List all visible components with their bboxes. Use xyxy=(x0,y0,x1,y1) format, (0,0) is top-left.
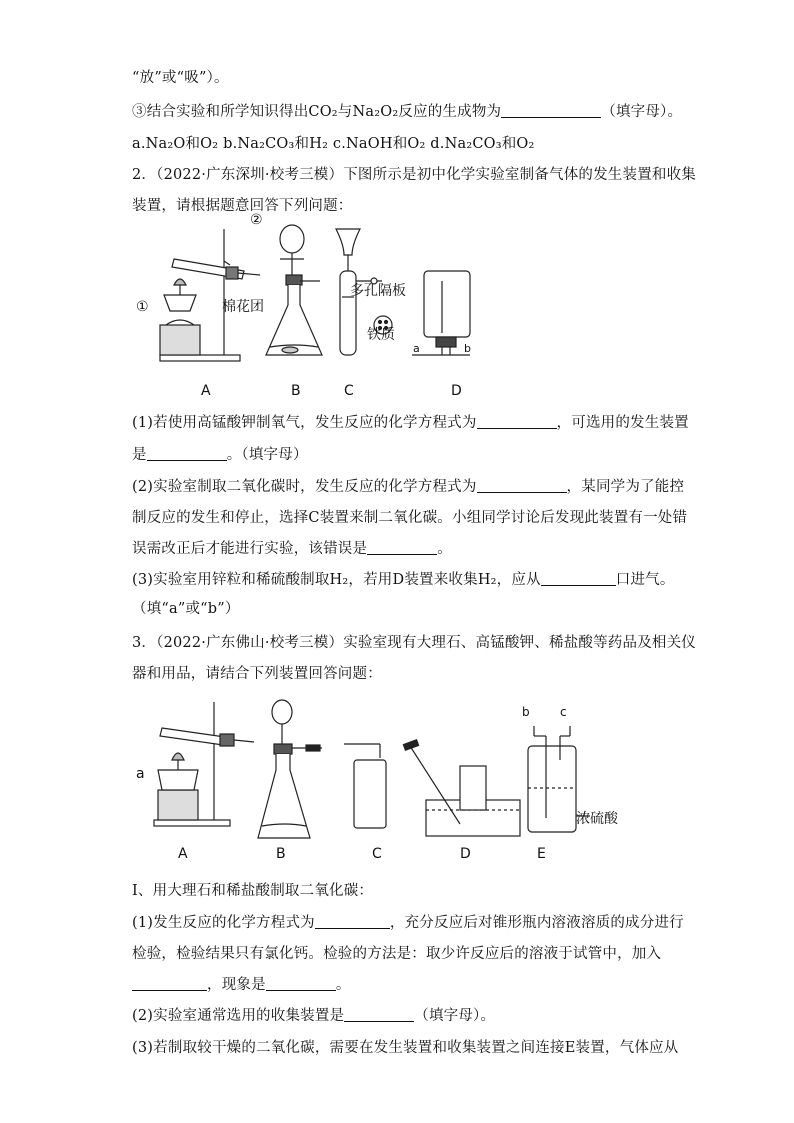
port-b-label: b xyxy=(464,342,471,355)
answer-blank[interactable] xyxy=(266,976,336,991)
figure-1-apparatus xyxy=(130,215,490,405)
text-line: (3)实验室用锌粒和稀硫酸制取H₂，若用D装置来收集H₂，应从 口进气。 xyxy=(132,572,675,588)
answer-blank[interactable] xyxy=(477,478,567,493)
text-line: (1)若使用高锰酸钾制氧气，发生反应的化学方程式为 ，可选用的发生装置 xyxy=(132,415,689,431)
section-heading: Ⅰ、用大理石和稀盐酸制取二氧化碳： xyxy=(132,883,374,899)
text-line: ，现象是 。 xyxy=(132,973,351,994)
text-line: 误需改正后才能进行实验，该错误是 。 xyxy=(132,541,452,557)
apparatus-b xyxy=(258,700,322,838)
label-e: E xyxy=(537,846,546,862)
answer-blank[interactable] xyxy=(344,1007,414,1022)
text-line: 检验，检验结果只有氯化钙。检验的方法是：取少许反应后的溶液于试管中，加入 xyxy=(132,946,662,962)
text-line: 制反应的发生和停止，选择C装置来制二氧化碳。小组同学讨论后发现此装置有一处错 xyxy=(132,510,688,526)
label-c: C xyxy=(344,383,354,399)
label-a: A xyxy=(201,383,211,399)
text-line: “放”或“吸”）。 xyxy=(132,70,229,86)
text-line: 器和用品，请结合下列装置回答问题： xyxy=(132,666,382,682)
label-b: B xyxy=(291,383,301,399)
text-line: a.Na₂O和O₂ b.Na₂CO₃和H₂ c.NaOH和O₂ d.Na₂CO₃和O₂ xyxy=(132,136,535,152)
annotation-1: ① xyxy=(136,299,149,315)
figure-2-apparatus xyxy=(130,698,640,843)
answer-blank[interactable] xyxy=(315,914,390,929)
apparatus-d xyxy=(412,271,470,355)
port-b-label: b xyxy=(522,705,530,719)
label-c: C xyxy=(372,846,382,862)
apparatus-b xyxy=(266,225,322,355)
cotton-label: 棉花团 xyxy=(222,299,264,315)
answer-blank[interactable] xyxy=(132,976,207,991)
plate-label: 多孔隔板 xyxy=(350,283,406,299)
annotation-2: ② xyxy=(250,212,263,228)
apparatus-a xyxy=(154,702,254,826)
label-b: B xyxy=(276,846,286,862)
port-a-label: a xyxy=(136,766,145,782)
apparatus-d xyxy=(403,740,520,836)
question-3-title: 3．（2022·广东佛山·校考三模）实验室现有大理石、高锰酸钾、稀盐酸等药品及相关仪 xyxy=(132,635,696,651)
question-2-title: 2．（2022·广东深圳·校考三模）下图所示是初中化学实验室制备气体的发生装置和收集 xyxy=(132,167,696,183)
port-a-label: a xyxy=(413,342,420,355)
text-line: 是 。（填字母） xyxy=(132,447,308,463)
apparatus-a xyxy=(160,229,260,361)
text-line: (1)发生反应的化学方程式为 ，充分反应后对锥形瓶内溶液溶质的成分进行 xyxy=(132,915,684,931)
text-line: ③结合实验和所学知识得出CO₂与Na₂O₂反应的生成物为 （填字母）。 xyxy=(132,104,683,120)
text-line: （填“a”或“b”） xyxy=(132,601,240,617)
iron-label: 铁质 xyxy=(367,327,395,343)
answer-blank[interactable] xyxy=(147,446,227,461)
apparatus-c xyxy=(344,744,386,828)
answer-blank[interactable] xyxy=(541,571,616,586)
text-line: 装置，请根据题意回答下列问题： xyxy=(132,198,353,214)
label-a: A xyxy=(178,846,188,862)
answer-blank[interactable] xyxy=(477,414,557,429)
answer-blank[interactable] xyxy=(501,103,601,118)
text-line: (2)实验室制取二氧化碳时，发生反应的化学方程式为 ，某同学为了能控 xyxy=(132,479,685,495)
port-c-label: c xyxy=(560,705,567,719)
answer-blank[interactable] xyxy=(367,540,437,555)
text-line: (3)若制取较干燥的二氧化碳，需要在发生装置和收集装置之间连接E装置，气体应从 xyxy=(132,1040,679,1056)
label-d: D xyxy=(451,383,462,399)
label-d: D xyxy=(460,846,471,862)
acid-label: 浓硫酸 xyxy=(576,811,618,827)
text-line: (2)实验室通常选用的收集装置是 （填字母）。 xyxy=(132,1008,496,1024)
